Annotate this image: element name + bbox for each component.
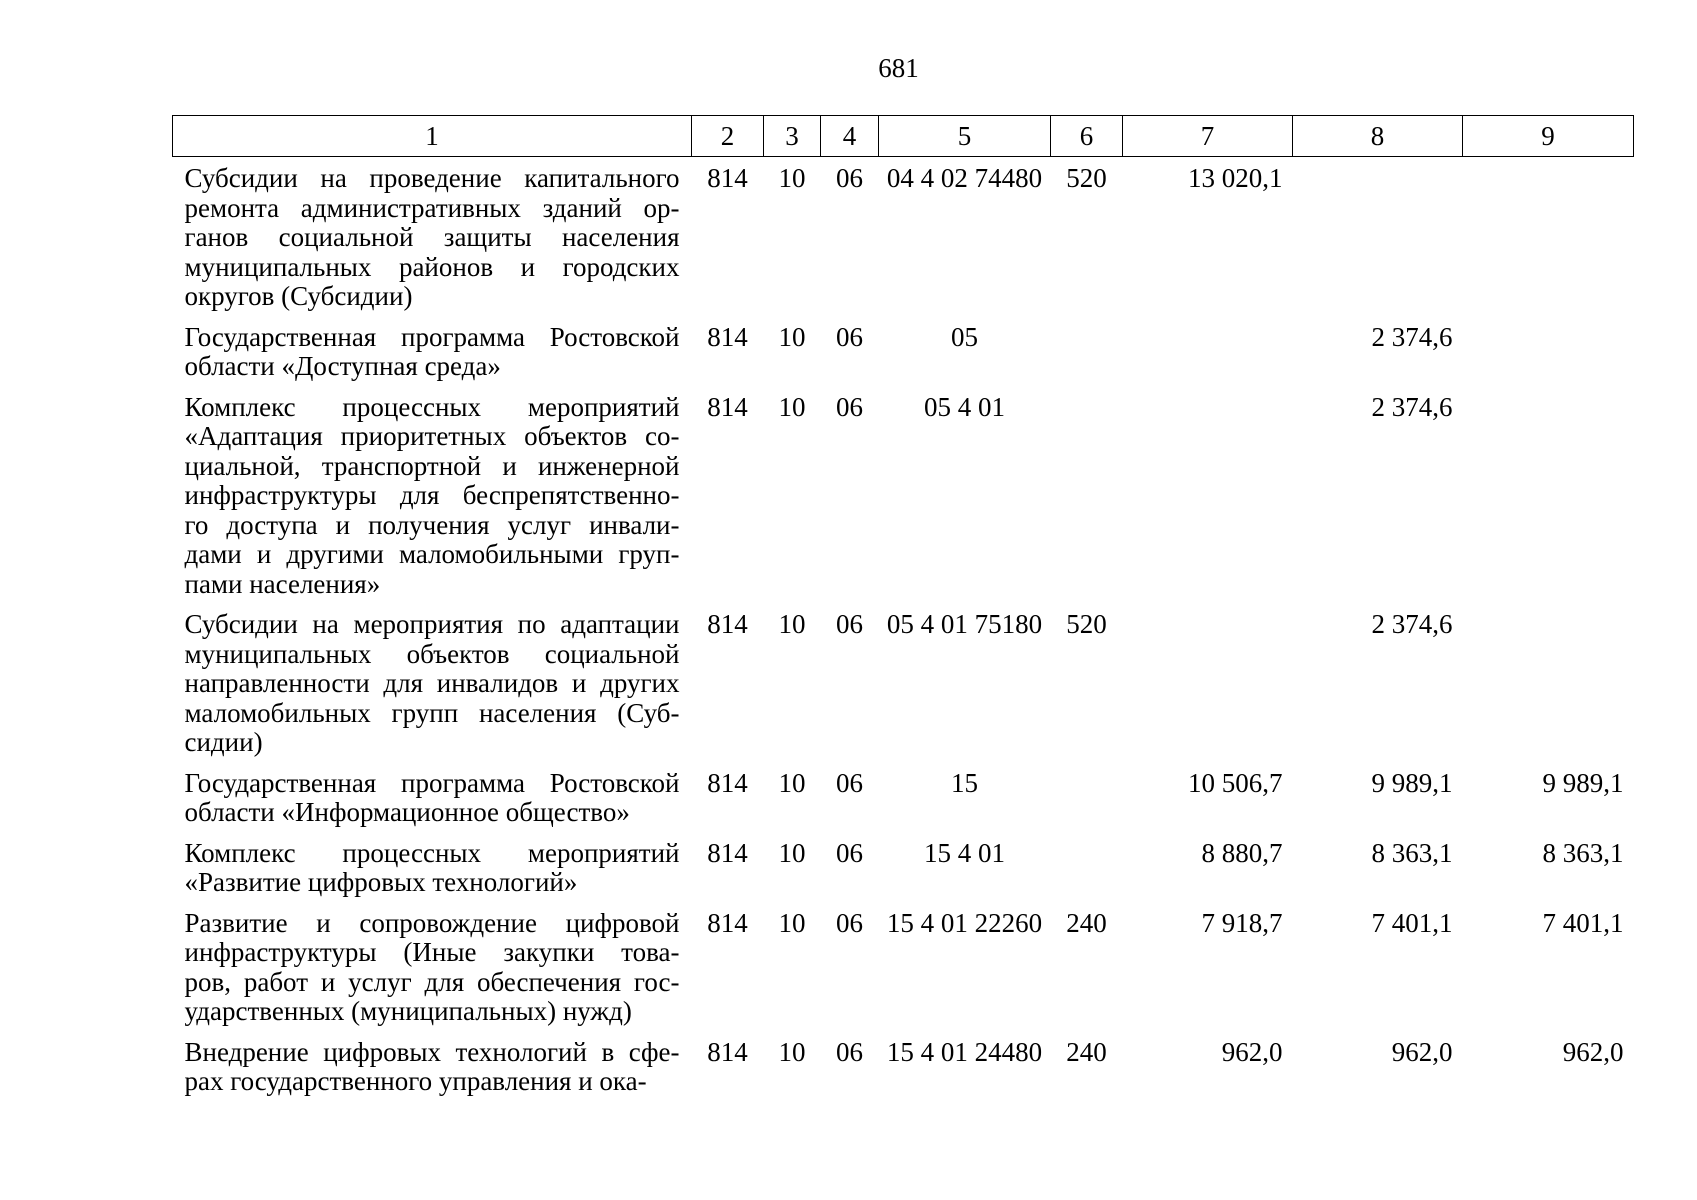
row-name-line: Государственная программа Ростовской <box>184 321 680 352</box>
row-name-line: сидии) <box>184 727 263 757</box>
amount-col7-cell: 8 880,7 <box>1201 837 1283 868</box>
amount-col9-cell <box>1463 387 1634 605</box>
row-name-line: Внедрение цифровых технологий в сфе- <box>184 1036 680 1067</box>
row-name-line: муниципальных объектов социальной <box>184 638 680 669</box>
header-cell-1: 1 <box>173 116 692 157</box>
table-row <box>173 833 1634 903</box>
amount-col7-cell <box>1123 317 1293 387</box>
budget-table <box>172 115 1634 1102</box>
section-cell: 10 <box>778 609 806 639</box>
subsection-cell: 06 <box>836 767 863 798</box>
row-name-line: инфраструктуры для беспрепятственно- <box>184 480 680 510</box>
section-cell: 10 <box>778 321 806 352</box>
admin-code-cell: 814 <box>707 163 748 193</box>
amount-col9-cell: 7 401,1 <box>1542 907 1624 938</box>
row-name-line: рах государственного управления и ока- <box>184 1066 647 1096</box>
row-name-line: «Адаптация приоритетных объектов со- <box>184 421 680 451</box>
row-name-line: муниципальных районов и городских <box>184 251 680 282</box>
amount-col7-cell <box>1123 604 1293 763</box>
amount-col8-cell: 7 401,1 <box>1371 907 1453 938</box>
target-code-cell: 05 4 01 75180 <box>886 609 1043 639</box>
subsection-cell: 06 <box>836 1036 863 1067</box>
row-name-cell <box>173 903 692 1032</box>
row-name-cell <box>173 833 692 903</box>
table-row <box>173 903 1634 1032</box>
row-name-line: ганов социальной защиты населения <box>184 222 680 252</box>
row-name-cell <box>173 317 692 387</box>
amount-col8-cell: 8 363,1 <box>1371 837 1453 868</box>
page-number: 681 <box>878 53 919 83</box>
section-cell: 10 <box>778 163 806 193</box>
row-name-line: Субсидии на проведение капитального <box>184 163 680 193</box>
subsection-cell: 06 <box>836 391 863 422</box>
row-name-line: Развитие и сопровождение цифровой <box>184 907 680 938</box>
row-name-line: области «Информационное общество» <box>184 797 630 827</box>
header-cell-6: 6 <box>1051 116 1123 157</box>
expense-type-cell: 520 <box>1066 163 1107 193</box>
admin-code-cell: 814 <box>707 391 748 422</box>
header-cell-2: 2 <box>692 116 764 157</box>
admin-code-cell: 814 <box>707 1036 748 1067</box>
section-cell: 10 <box>778 391 806 422</box>
subsection-cell: 06 <box>836 321 863 352</box>
header-cell-8: 8 <box>1293 116 1463 157</box>
row-name-line: направленности для инвалидов и других <box>184 668 680 698</box>
table-row <box>173 604 1634 763</box>
row-name-cell <box>173 604 692 763</box>
row-name-line: пами населения» <box>184 568 381 599</box>
subsection-cell: 06 <box>836 837 863 868</box>
header-cell-7: 7 <box>1123 116 1293 157</box>
section-cell: 10 <box>778 767 806 798</box>
row-name-line: ров, работ и услуг для обеспечения гос- <box>184 966 680 997</box>
amount-col9-cell <box>1463 317 1634 387</box>
amount-col8-cell: 962,0 <box>1391 1036 1453 1067</box>
section-cell: 10 <box>778 1036 806 1067</box>
amount-col8-cell: 2 374,6 <box>1371 321 1453 352</box>
row-name-line: ударственных (муниципальных) нужд) <box>184 996 632 1026</box>
row-name-line: ремонта административных зданий ор- <box>184 192 680 223</box>
target-code-cell: 05 4 01 <box>924 391 1005 422</box>
row-name-line: Комплекс процессных мероприятий <box>184 837 680 868</box>
expense-type-cell <box>1051 387 1123 605</box>
amount-col7-cell: 13 020,1 <box>1188 163 1283 193</box>
target-code-cell: 15 4 01 22260 <box>886 907 1043 938</box>
subsection-cell: 06 <box>836 609 863 639</box>
table-row <box>173 1032 1634 1102</box>
target-code-cell: 05 <box>951 321 978 352</box>
admin-code-cell: 814 <box>707 321 748 352</box>
amount-col8-cell <box>1293 157 1463 317</box>
amount-col8-cell: 2 374,6 <box>1371 391 1453 422</box>
header-cell-9: 9 <box>1463 116 1634 157</box>
row-name-line: Государственная программа Ростовской <box>184 767 680 798</box>
row-name-line: округов (Субсидии) <box>184 281 413 311</box>
expense-type-cell: 240 <box>1066 1036 1107 1067</box>
row-name-cell <box>173 157 692 317</box>
row-name-line: Субсидии на мероприятия по адаптации <box>184 609 680 639</box>
expense-type-cell: 520 <box>1066 609 1107 639</box>
amount-col9-cell: 9 989,1 <box>1542 767 1624 798</box>
expense-type-cell <box>1051 763 1123 833</box>
header-cell-5: 5 <box>879 116 1051 157</box>
row-name-cell <box>173 387 692 605</box>
admin-code-cell: 814 <box>707 609 748 639</box>
amount-col7-cell: 10 506,7 <box>1188 767 1283 798</box>
amount-col9-cell <box>1463 157 1634 317</box>
amount-col9-cell: 962,0 <box>1562 1036 1624 1067</box>
row-name-line: инфраструктуры (Иные закупки това- <box>184 937 680 967</box>
expense-type-cell <box>1051 317 1123 387</box>
subsection-cell: 06 <box>836 163 863 193</box>
expense-type-cell: 240 <box>1066 907 1107 938</box>
admin-code-cell: 814 <box>707 767 748 798</box>
row-name-line: циальной, транспортной и инженерной <box>184 450 680 481</box>
target-code-cell: 15 4 01 24480 <box>886 1036 1043 1067</box>
amount-col7-cell: 962,0 <box>1221 1036 1283 1067</box>
row-name-line: го доступа и получения услуг инвали- <box>184 509 680 540</box>
row-name-line: дами и другими маломобильными груп- <box>184 539 680 569</box>
amount-col9-cell <box>1463 604 1634 763</box>
table-row <box>173 157 1634 317</box>
amount-col7-cell <box>1123 387 1293 605</box>
row-name-cell <box>173 763 692 833</box>
table-row <box>173 387 1634 605</box>
expense-type-cell <box>1051 833 1123 903</box>
row-name-line: области «Доступная среда» <box>184 351 501 381</box>
header-cell-3: 3 <box>764 116 821 157</box>
table-row <box>173 317 1634 387</box>
amount-col7-cell: 7 918,7 <box>1201 907 1283 938</box>
row-name-line: Комплекс процессных мероприятий <box>184 391 680 422</box>
row-name-line: «Развитие цифровых технологий» <box>184 867 578 897</box>
target-code-cell: 04 4 02 74480 <box>886 163 1043 193</box>
table-header <box>173 116 1634 157</box>
section-cell: 10 <box>778 837 806 868</box>
row-name-cell <box>173 1032 692 1102</box>
section-cell: 10 <box>778 907 806 938</box>
table-body <box>173 157 1634 1102</box>
admin-code-cell: 814 <box>707 907 748 938</box>
target-code-cell: 15 <box>951 767 978 798</box>
subsection-cell: 06 <box>836 907 863 938</box>
amount-col8-cell: 2 374,6 <box>1371 609 1453 639</box>
amount-col9-cell: 8 363,1 <box>1542 837 1624 868</box>
header-cell-4: 4 <box>821 116 879 157</box>
target-code-cell: 15 4 01 <box>924 837 1005 868</box>
admin-code-cell: 814 <box>707 837 748 868</box>
amount-col8-cell: 9 989,1 <box>1371 767 1453 798</box>
row-name-line: маломобильных групп населения (Суб- <box>184 697 680 728</box>
table-row <box>173 763 1634 833</box>
